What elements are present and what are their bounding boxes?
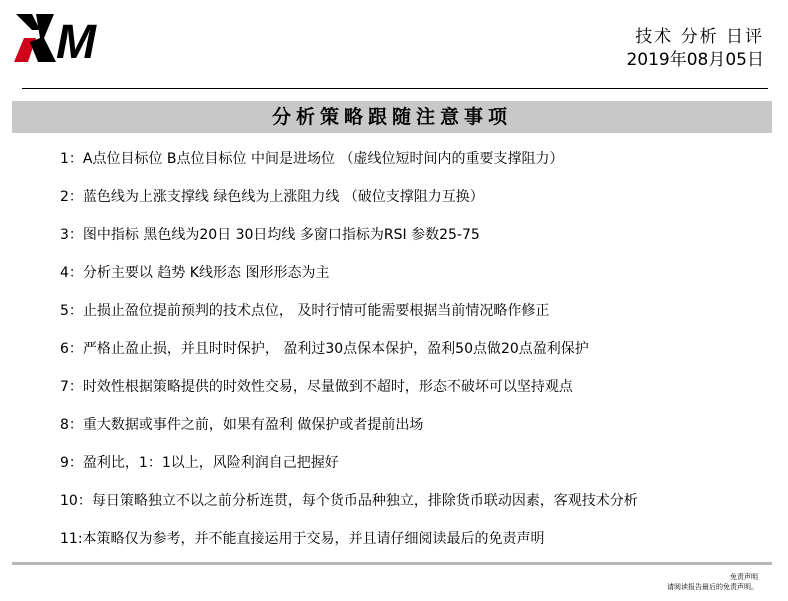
disclaimer-note [667, 572, 758, 592]
note-item-7: 7：时效性根据策略提供的时效性交易，尽量做到不超时，形态不破坏可以坚持观点 [60, 379, 573, 395]
note-item-6: 6：严格止盈止损，并且时时保护， 盈利过30点保本保护，盈利50点做20点盈利保护 [60, 341, 589, 357]
footer-divider [12, 562, 772, 565]
svg-text:M: M [56, 16, 96, 64]
note-item-2: 2：蓝色线为上涨支撑线 绿色线为上涨阻力线 （破位支撑阻力互换） [60, 189, 484, 205]
report-header [626, 26, 764, 71]
header-divider [22, 88, 768, 89]
note-item-9: 9：盈利比，1：1以上，风险利润自己把握好 [60, 455, 339, 471]
note-item-3: 3：图中指标 黑色线为20日 30日均线 多窗口指标为RSI 参数25-75 [60, 227, 480, 243]
note-item-5: 5：止损止盈位提前预判的技术点位， 及时行情可能需要根据当前情况略作修正 [60, 303, 550, 319]
note-item-1: 1：A点位目标位 B点位目标位 中间是进场位 （虚线位短时间内的重要支撑阻力） [60, 151, 564, 167]
note-item-8: 8：重大数据或事件之前，如果有盈利 做保护或者提前出场 [60, 417, 424, 433]
section-title: 分析策略跟随注意事项 [12, 101, 772, 133]
disclaimer-text: 请阅读报告最后的免责声明。 [667, 583, 758, 591]
note-item-10: 10：每日策略独立不以之前分析连贯，每个货币品种独立，排除货币联动因素，客观技术分析 [60, 493, 638, 509]
report-date: 2019年08月05日 [626, 50, 764, 70]
xm-logo-mark [14, 14, 97, 64]
note-item-11: 11:本策略仅为参考，并不能直接运用于交易，并且请仔细阅读最后的免责声明 [60, 531, 545, 547]
notes-list [60, 145, 638, 563]
xm-logo [10, 12, 134, 64]
note-item-4: 4：分析主要以 趋势 K线形态 图形形态为主 [60, 265, 330, 281]
report-type: 技术 分析 日评 [635, 27, 764, 47]
disclaimer-title: 免责声明 [730, 573, 758, 581]
